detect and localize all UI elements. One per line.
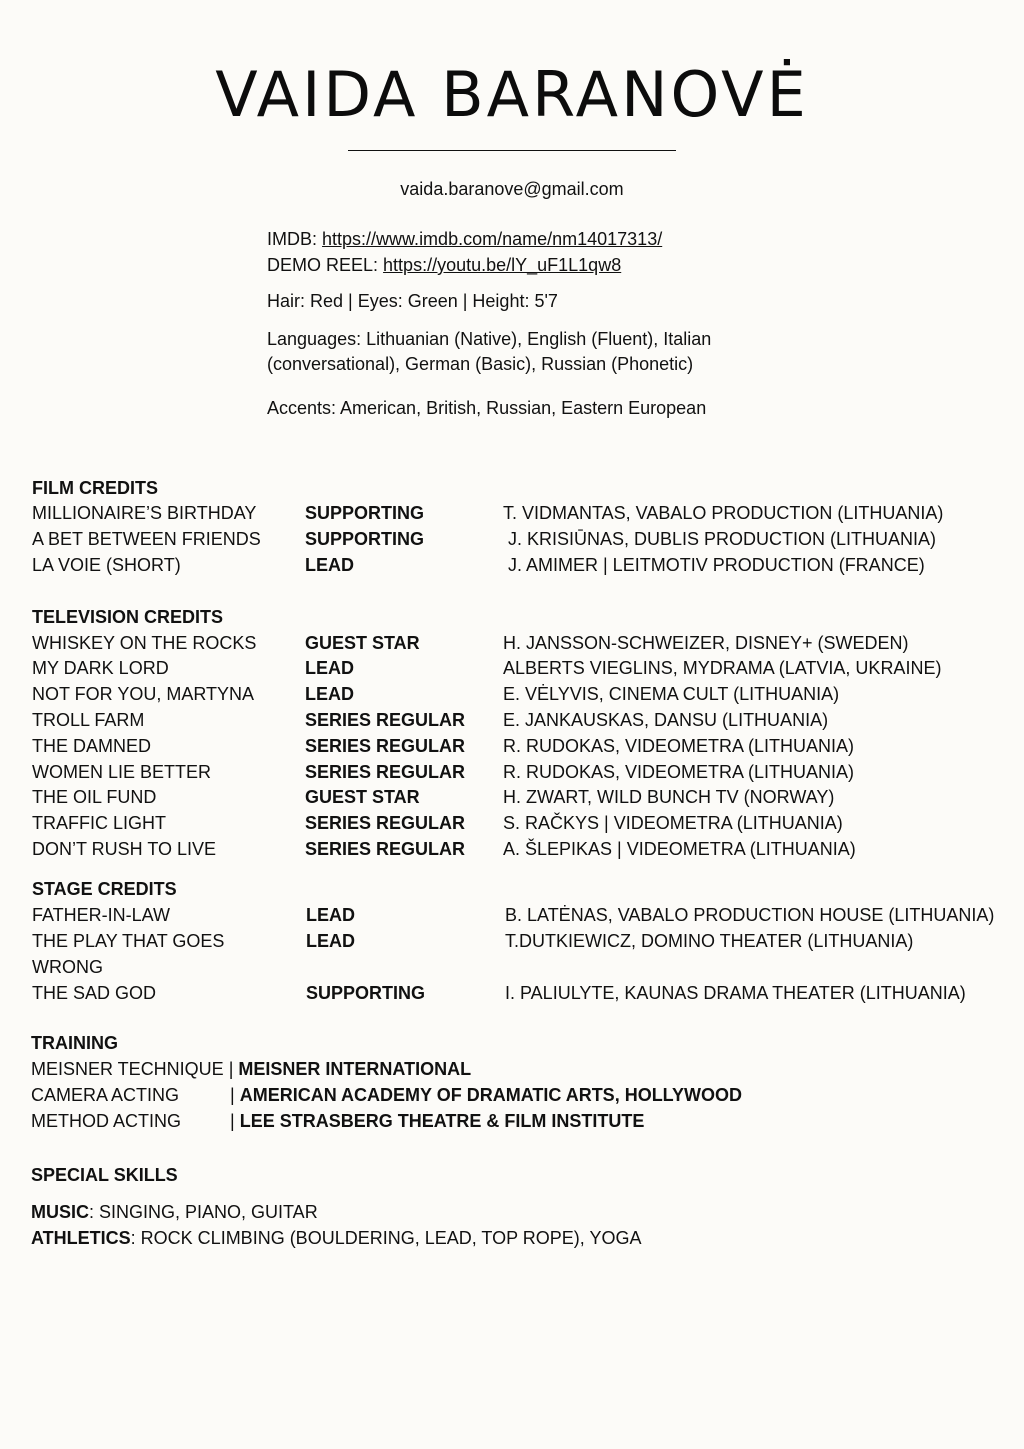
credit-title: MILLIONAIRE’S BIRTHDAY [32, 503, 257, 523]
physical-stats: Hair: Red | Eyes: Green | Height: 5'7 [267, 291, 558, 311]
credit-company: H. JANSSON-SCHWEIZER, DISNEY+ (SWEDEN) [503, 633, 909, 653]
table-row [0, 787, 1024, 813]
imdb-label: IMDB: [267, 229, 318, 249]
training-separator: | [228, 1059, 234, 1079]
table-row [0, 905, 1024, 931]
credit-role: SUPPORTING [305, 503, 425, 523]
credit-company: A. ŠLEPIKAS | VIDEOMETRA (LITHUANIA) [503, 839, 856, 859]
credit-title: THE OIL FUND [32, 787, 157, 807]
credit-company: S. RAČKYS | VIDEOMETRA (LITHUANIA) [503, 813, 843, 833]
credit-title: LA VOIE (SHORT) [32, 555, 181, 575]
table-row [0, 684, 1024, 710]
credit-title: WOMEN LIE BETTER [32, 762, 212, 782]
credit-company: B. LATĖNAS, VABALO PRODUCTION HOUSE (LITHUANIA) [505, 905, 995, 925]
credit-title: DON’T RUSH TO LIVE [32, 839, 217, 859]
credit-title: A BET BETWEEN FRIENDS [32, 529, 261, 549]
credit-role: SERIES REGULAR [305, 762, 466, 782]
table-row [0, 813, 1024, 839]
credit-role: LEAD [306, 931, 355, 951]
training-school: LEE STRASBERG THEATRE & FILM INSTITUTE [239, 1111, 645, 1131]
credit-title-continued: WRONG [32, 957, 103, 977]
training-school: AMERICAN ACADEMY OF DRAMATIC ARTS, HOLLYWOOD [239, 1085, 743, 1105]
credit-title: MY DARK LORD [32, 658, 169, 678]
title-divider [348, 150, 676, 151]
credit-role: SERIES REGULAR [305, 839, 466, 859]
skill-label: ATHLETICS [31, 1228, 131, 1248]
credit-role: SERIES REGULAR [305, 710, 466, 730]
table-row [0, 658, 1024, 684]
skill-value: : SINGING, PIANO, GUITAR [89, 1202, 318, 1222]
credit-company: I. PALIULYTE, KAUNAS DRAMA THEATER (LITHUANIA) [505, 983, 966, 1003]
credit-company: T.DUTKIEWICZ, DOMINO THEATER (LITHUANIA) [505, 931, 914, 951]
list-item [31, 1228, 641, 1249]
skill-value: : ROCK CLIMBING (BOULDERING, LEAD, TOP ROPE), YOGA [130, 1228, 642, 1248]
list-item [31, 1202, 318, 1223]
credit-title: NOT FOR YOU, MARTYNA [32, 684, 255, 704]
list-item [31, 1111, 644, 1132]
credit-company: E. JANKAUSKAS, DANSU (LITHUANIA) [503, 710, 829, 730]
credit-company: J. KRISIŪNAS, DUBLIS PRODUCTION (LITHUANIA) [508, 529, 937, 549]
credit-company: R. RUDOKAS, VIDEOMETRA (LITHUANIA) [503, 736, 855, 756]
table-row [0, 503, 1024, 529]
credit-company: T. VIDMANTAS, VABALO PRODUCTION (LITHUANIA) [503, 503, 944, 523]
credit-title: FATHER-IN-LAW [32, 905, 170, 925]
film-credits-heading: FILM CREDITS [32, 478, 158, 498]
table-row [0, 710, 1024, 736]
credit-role: GUEST STAR [305, 787, 420, 807]
table-row [0, 931, 1024, 957]
credit-role: SERIES REGULAR [305, 736, 466, 756]
demo-reel-label: DEMO REEL: [267, 255, 379, 275]
credit-role: SUPPORTING [306, 983, 426, 1003]
credit-title: WHISKEY ON THE ROCKS [32, 633, 257, 653]
email-link[interactable]: vaida.baranove@gmail.com [400, 179, 624, 199]
credit-role: LEAD [305, 555, 354, 575]
table-row [0, 529, 1024, 555]
credit-title: TROLL FARM [32, 710, 145, 730]
credit-role: GUEST STAR [305, 633, 420, 653]
table-row-continued [0, 957, 1024, 983]
special-skills-heading: SPECIAL SKILLS [31, 1165, 178, 1185]
credit-role: LEAD [306, 905, 355, 925]
table-row [0, 555, 1024, 581]
demo-reel-link[interactable]: https://youtu.be/lY_uF1L1qw8 [383, 255, 622, 275]
training-label: CAMERA ACTING [31, 1085, 180, 1105]
credit-company: J. AMIMER | LEITMOTIV PRODUCTION (FRANCE) [508, 555, 925, 575]
stage-credits-heading: STAGE CREDITS [32, 879, 177, 899]
credit-company: E. VĖLYVIS, CINEMA CULT (LITHUANIA) [503, 684, 840, 704]
credit-role: SUPPORTING [305, 529, 425, 549]
credit-role: SERIES REGULAR [305, 813, 466, 833]
training-school: MEISNER INTERNATIONAL [238, 1059, 472, 1079]
training-label: MEISNER TECHNIQUE [31, 1059, 224, 1079]
credit-role: LEAD [305, 684, 354, 704]
credit-title: THE DAMNED [32, 736, 152, 756]
training-separator: | [230, 1111, 235, 1131]
imdb-line [267, 227, 662, 252]
credit-role: LEAD [305, 658, 354, 678]
training-label: METHOD ACTING [31, 1111, 182, 1131]
table-row [0, 839, 1024, 865]
list-item [31, 1085, 742, 1106]
television-credits-heading: TELEVISION CREDITS [32, 607, 224, 627]
credit-title: THE PLAY THAT GOES [32, 931, 225, 951]
table-row [0, 983, 1024, 1009]
credit-company: H. ZWART, WILD BUNCH TV (NORWAY) [503, 787, 835, 807]
list-item [31, 1059, 471, 1080]
page-title: VAIDA BARANOVĖ [215, 58, 809, 131]
credit-title: THE SAD GOD [32, 983, 157, 1003]
table-row [0, 633, 1024, 659]
credit-company: R. RUDOKAS, VIDEOMETRA (LITHUANIA) [503, 762, 855, 782]
demo-reel-line [267, 253, 621, 278]
credit-company: ALBERTS VIEGLINS, MYDRAMA (LATVIA, UKRAINE) [503, 658, 942, 678]
skill-label: MUSIC [31, 1202, 89, 1222]
training-heading: TRAINING [31, 1033, 118, 1053]
accents: Accents: American, British, Russian, Eastern European [267, 398, 707, 418]
training-separator: | [230, 1085, 235, 1105]
imdb-link[interactable]: https://www.imdb.com/name/nm14017313/ [322, 229, 663, 249]
table-row [0, 762, 1024, 788]
languages: Languages: Lithuanian (Native), English (Fluent), Italian (conversational), German (Basic), Russian (Phonetic) [267, 329, 712, 374]
table-row [0, 736, 1024, 762]
credit-title: TRAFFIC LIGHT [32, 813, 166, 833]
